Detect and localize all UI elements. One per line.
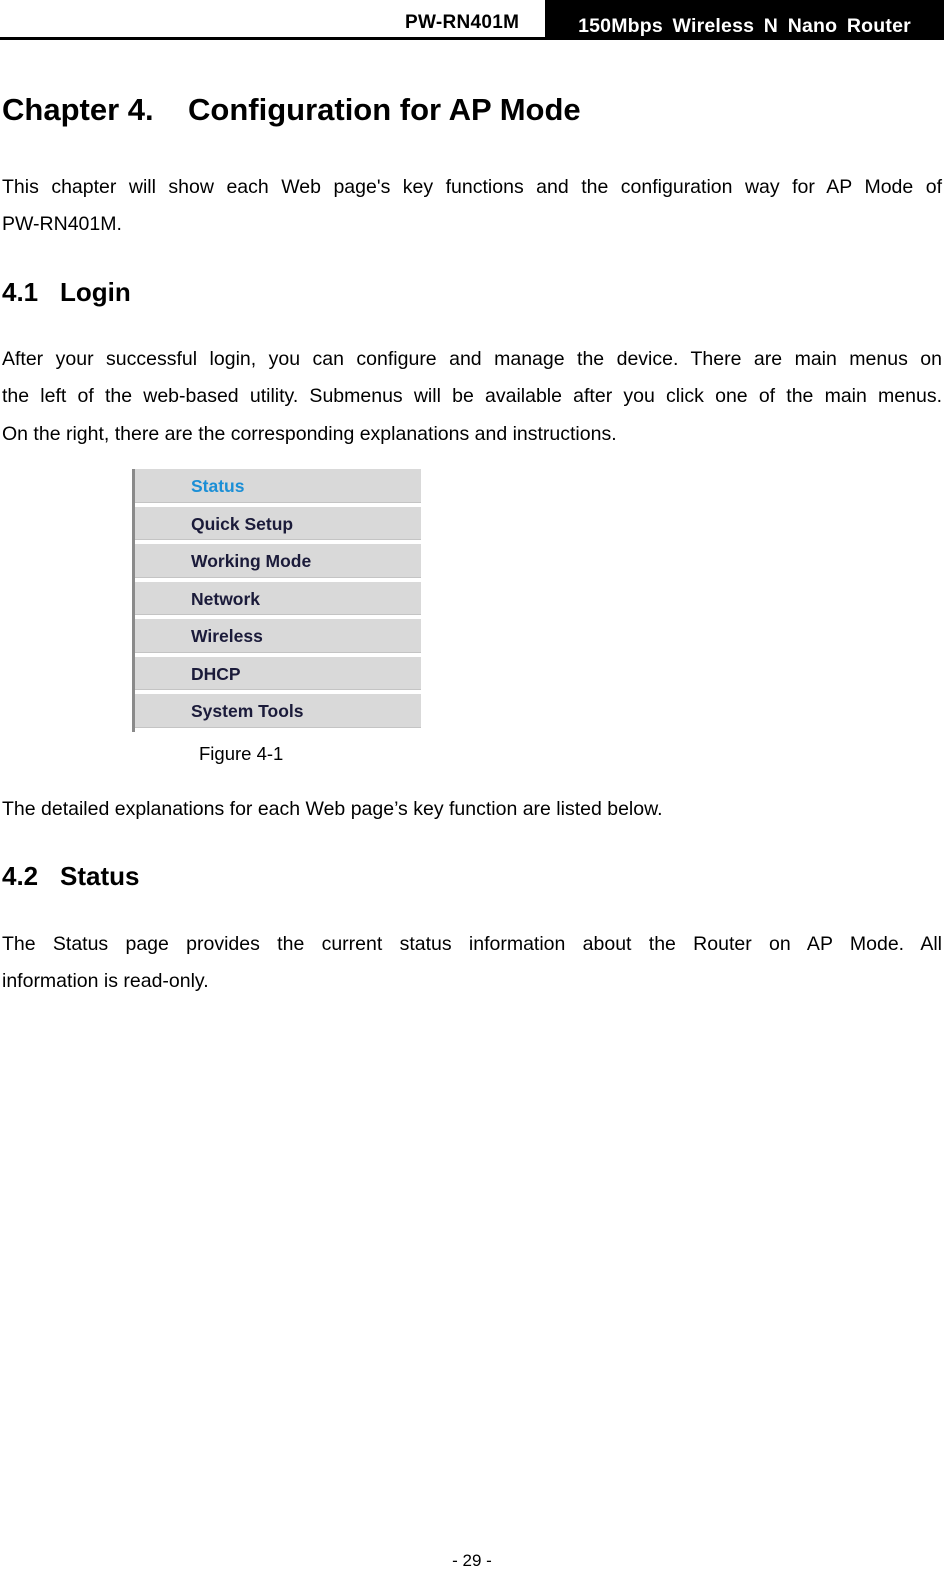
header-rule	[0, 37, 944, 40]
menu-item-working-mode[interactable]: Working Mode	[135, 544, 421, 578]
login-para-line-2: the left of the web-based utility. Submenus will be available after you click one of the main menus.	[2, 385, 942, 407]
section-number-status: 4.2	[2, 861, 39, 891]
menu-item-quick-setup[interactable]: Quick Setup	[135, 507, 421, 541]
menu-item-status[interactable]: Status	[135, 469, 421, 503]
menu-item-dhcp[interactable]: DHCP	[135, 657, 421, 691]
status-para-line-1: The Status page provides the current status information about the Router on AP Mode. All	[2, 933, 942, 955]
chapter-title	[2, 92, 581, 128]
section-title-login	[2, 277, 131, 308]
figure-caption: Figure 4-1	[199, 743, 284, 764]
login-para-line-3: On the right, there are the corresponding explanations and instructions.	[2, 423, 617, 445]
section-title-status	[2, 861, 139, 892]
section-title-status-text: Status	[60, 861, 140, 891]
header-product: 150Mbps Wireless N Nano Router	[545, 0, 944, 40]
section-title-login-text: Login	[60, 277, 131, 307]
header-model: PW-RN401M	[405, 12, 520, 33]
chapter-intro-line-1: This chapter will show each Web page's key functions and the configuration way for AP Mode of	[2, 176, 942, 198]
chapter-title-text: Configuration for AP Mode	[188, 92, 581, 127]
login-para-line-1: After your successful login, you can configure and manage the device. There are main menus on	[2, 348, 942, 370]
chapter-number: Chapter 4.	[2, 92, 154, 127]
status-para-line-2: information is read-only.	[2, 970, 209, 992]
page-number: - 29 -	[452, 1551, 492, 1570]
page-header	[0, 0, 944, 40]
main-menu-figure	[132, 469, 421, 732]
explanations-line: The detailed explanations for each Web page’s key function are listed below.	[2, 798, 663, 820]
menu-item-wireless[interactable]: Wireless	[135, 619, 421, 653]
menu-item-network[interactable]: Network	[135, 582, 421, 616]
section-number-login: 4.1	[2, 277, 39, 307]
chapter-intro-line-2: PW-RN401M.	[2, 213, 122, 235]
menu-item-system-tools[interactable]: System Tools	[135, 694, 421, 728]
